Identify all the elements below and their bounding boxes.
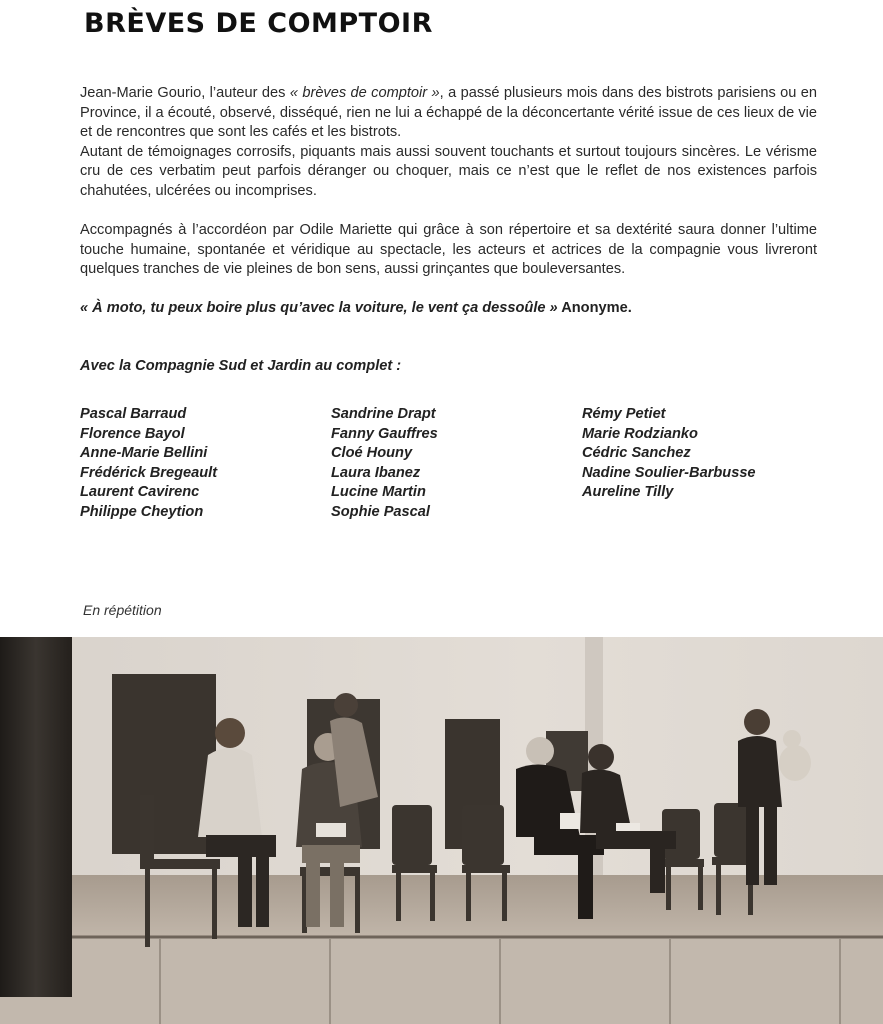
- intro-paragraph-2: Autant de témoignages corrosifs, piquants mais aussi souvent touchants et surtout toujours sincères. Le vérisme cru de ces verbatim peut parfois déranger ou choquer, mais ce n’est que le reflet de nos existences parfois chahutées, ulcérées ou incomprises.: [80, 143, 817, 199]
- cast-heading: Avec la Compagnie Sud et Jardin au complet :: [80, 358, 402, 374]
- cast-member: Sandrine Drapt: [331, 406, 436, 422]
- cast-member: Anne-Marie Bellini: [80, 445, 208, 462]
- intro-text: [80, 84, 817, 280]
- cast-member: Laura Ibanez: [331, 464, 421, 481]
- cast-member: Fanny Gauffres: [331, 425, 438, 442]
- intro-p1-italic: « brèves de comptoir »: [289, 85, 440, 101]
- cast-member: Frédérick Bregeault: [80, 464, 218, 481]
- quote-text: « À moto, tu peux boire plus qu’avec la voiture, le vent ça dessoûle »: [80, 300, 558, 316]
- cast-member: Marie Rodzianko: [582, 425, 698, 442]
- cast-member: Cloé Houny: [331, 445, 413, 462]
- rehearsal-photo: [0, 637, 883, 1024]
- cast-member: Aureline Tilly: [582, 484, 674, 501]
- cast-column-2: [331, 405, 438, 523]
- photo-caption: En répétition: [83, 602, 162, 618]
- intro-p1-start: Jean-Marie Gourio, l’auteur des: [80, 85, 290, 101]
- page-title: BRÈVES DE COMPTOIR: [84, 8, 433, 39]
- intro-paragraph-1: [80, 84, 817, 143]
- cast-column-1: [80, 405, 217, 523]
- stage-curtain: [0, 637, 72, 997]
- cast-member: Laurent Cavirenc: [80, 484, 200, 501]
- cast-member: Cédric Sanchez: [582, 445, 691, 462]
- stage-front: [0, 937, 883, 1024]
- cast-column-3: [582, 405, 756, 503]
- cast-member: Lucine Martin: [331, 484, 426, 501]
- cast-member: Philippe Cheytion: [80, 503, 204, 520]
- cast-member: Nadine Soulier-Barbusse: [582, 464, 756, 481]
- quote-author: Anonyme.: [557, 300, 632, 316]
- cast-member: Rémy Petiet: [582, 406, 666, 422]
- cast-member: Sophie Pascal: [331, 503, 430, 520]
- intro-p1-end: , a passé plusieurs mois dans des bistrots parisiens ou en Province, il a écouté, observé, disséqué, rien ne lui a échappé de la déconcertante vérité issue de ces lieux de vie et de rencontres que sont les cafés et les bistrots.: [80, 85, 817, 141]
- quote: [80, 300, 632, 316]
- cast-member: Pascal Barraud: [80, 406, 187, 422]
- intro-paragraph-3: Accompagnés à l’accordéon par Odile Mariette qui grâce à son répertoire et sa dextérité saura donner l’ultime touche humaine, spontanée et véridique au spectacle, les acteurs et actrices de la compagnie vous livreront quelques tranches de vie pleines de bon sens, aussi grinçantes que bouleversantes.: [80, 222, 817, 278]
- cast-member: Florence Bayol: [80, 425, 185, 442]
